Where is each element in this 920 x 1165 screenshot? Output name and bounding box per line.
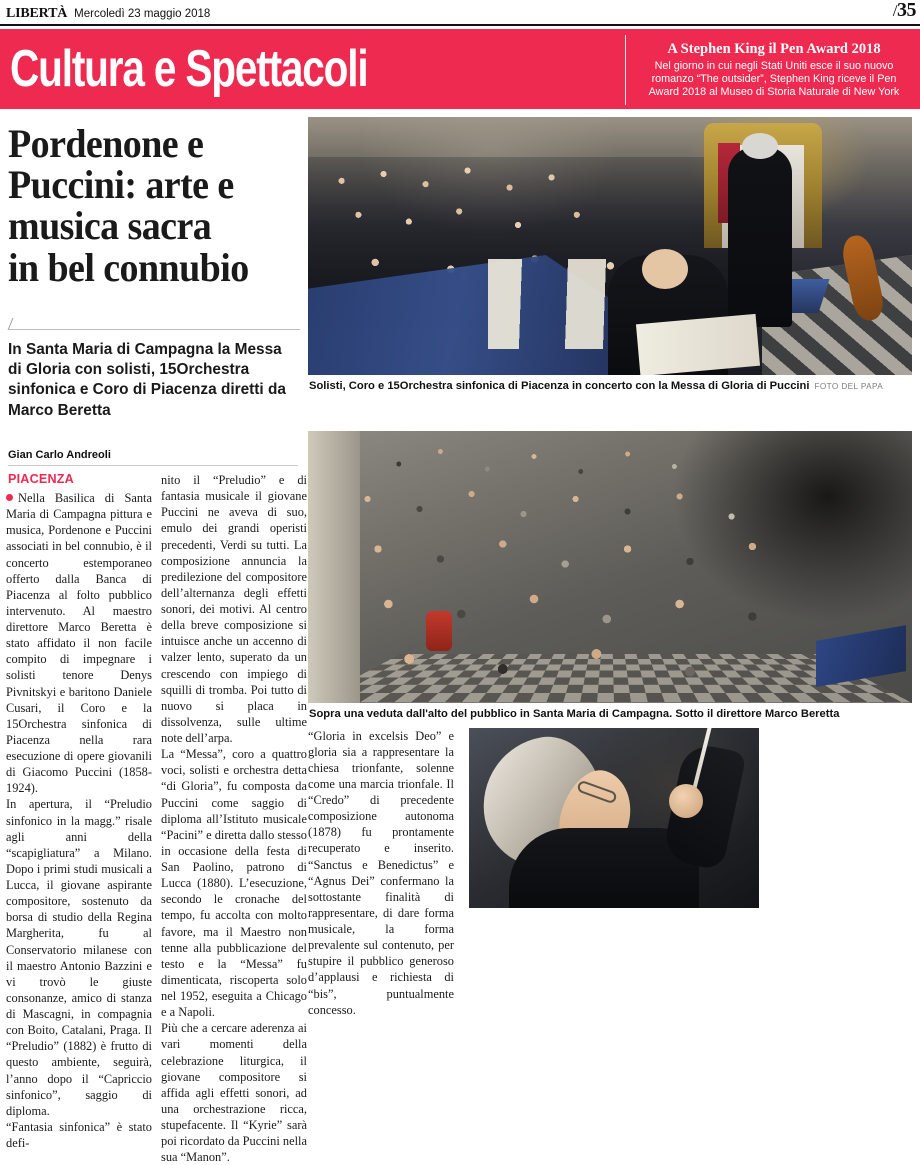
page-sheet — [0, 117, 920, 1165]
horizontal-rule — [8, 329, 300, 330]
article-subhead: In Santa Maria di Campagna la Messa di Gloria con solisti, 15Orchestra sinfonica e Coro di Piacenza diretti da Marco Beretta — [8, 340, 286, 419]
headline-line-4: in bel connubio — [8, 244, 249, 290]
page-number — [893, 0, 916, 22]
body-column-3 — [308, 728, 454, 1018]
conductor-hand — [669, 784, 703, 818]
photo-audience — [308, 431, 912, 703]
banner-sidebox — [625, 35, 912, 105]
paragraph: Più che a cercare aderenza ai vari momenti della celebrazione liturgica, il giovane compositore si affida agli effetti sonori, ad una orchestrazione ricca, stupefacente. Il “Kyrie” sarà poi ricordato da Puccini nella sua “Manon”. — [161, 1021, 307, 1165]
photo-credit: FOTO DEL PAPA — [814, 382, 884, 391]
audience-crowd — [326, 439, 846, 689]
headline-column — [6, 117, 308, 421]
page-number-slash: / — [892, 1, 897, 20]
paragraph: “Fantasia sinfonica” è stato defi- — [6, 1119, 152, 1151]
photo-column — [308, 117, 912, 421]
red-coat-person — [426, 611, 452, 651]
paragraph: In apertura, il “Preludio sinfonico in la magg.” risale agli anni della “scapigliatura” a Milano. Dopo i primi studi musicali a Lucca, il giovane aspirante compositore, sostenuto da borsa di studio della Regina Margherita, fu al Conservatorio milanese con il maestro Antonio Bazzini e vi trovò le giuste consonanze, amico di stanza di Mascagni, in compagnia con Boito, Catalani, Praga. Il “Preludio” (1882) è frutto di questo ambiente, seguirà, l’anno dopo il “Capriccio sinfonico”, saggio di diploma. — [6, 797, 152, 1118]
article-text-column — [6, 427, 308, 1165]
dateline: PIACENZA — [8, 472, 74, 487]
body-column-2 — [161, 472, 307, 1165]
photo-orchestra-caption — [308, 375, 912, 393]
page-number-value: 35 — [897, 0, 916, 21]
headline-line-3: musica sacra — [8, 203, 212, 249]
caption-text: Solisti, Coro e 15Orchestra sinfonica di Piacenza in concerto con la Messa di Gloria di Puccini — [309, 380, 810, 392]
second-block — [6, 431, 914, 1165]
bottom-row — [308, 728, 912, 1018]
headline-line-2: Puccini: arte e — [8, 162, 234, 208]
section-title: Cultura e Spettacoli — [10, 40, 368, 98]
main-content — [6, 117, 914, 421]
paragraph — [6, 490, 152, 796]
paragraph: “Gloria in excelsis Deo” e gloria sia a rappresentare la chiesa trionfante, solenne come una marcia trionfale. Il “Credo” di precedente composizione autonoma (1878) fu prontamente recuperato e inserito. “Sanctus e Benedictus” e “Agnus Dei” confermano la sottostante finalità di rappresentare, di dare forma musicale, la forma prevalente sul contenuto, per stupire il pubblico generoso d’applausi e richiesta di “bis”, puntualmente concesso. — [308, 728, 454, 1017]
paragraph: La “Messa”, coro a quattro voci, solisti e orchestra detta “di Gloria”, fu composta da Puccini come saggio di diploma all’Istituto musicale “Pacini” e diretta dallo stesso in occasione della festa di San Paolino, patrono di Lucca (1880). L’esecuzione, secondo le cronache del tempo, fu accolta con molto favore, ma il Maestro non tenne alla pubblicazione del testo e la “Messa” fu dimenticata, riscoperta solo nel 1952, eseguita a Chicago e a Napoli. — [161, 747, 307, 1020]
newspaper-logo: LIBERTÀ — [6, 6, 68, 21]
bullet-icon — [6, 494, 13, 501]
masthead-left — [6, 6, 210, 22]
byline-rule — [8, 465, 298, 466]
article-headline — [8, 123, 285, 288]
open-score — [636, 314, 760, 375]
paragraph-text: Nella Basilica di Santa Maria di Campagna pittura e musica, Pordenone e Puccini associati in bel connubio, è il concerto estemporaneo offerto dalla Banca di Piacenza al folto pubblico intervenuto. Al maestro direttore Marco Beretta è stato affidato il non facile compito di impegnare i solisti tenore Denys Pivnitskyi e baritono Daniele Cusari, il Coro e la 15Orchestra sinfonica di Piacenza nella rara esecuzione di opere giovanili di Giacomo Puccini (1858-1924). — [6, 491, 152, 796]
sidebox-text: Nel giorno in cui negli Stati Uniti esce il suo nuovo romanzo “The outsider”, Stephen King riceve il Pen Award 2018 al Museo di Storia Naturale di New York — [648, 59, 900, 98]
sidebox-title: A Stephen King il Pen Award 2018 — [667, 40, 881, 57]
body-column-1 — [6, 472, 152, 1165]
church-pillar — [308, 431, 360, 703]
section-banner — [0, 29, 920, 109]
photo-audience-caption: Sopra una veduta dall'alto del pubblico in Santa Maria di Campagna. Sotto il direttore Marco Beretta — [309, 708, 840, 721]
lower-photo-column — [308, 431, 912, 1018]
paragraph: nito il “Preludio” e di fantasia musicale il giovane Puccini ne aveva di suo, emulo dei grandi operisti precedenti, Verdi su tutti. La composizione annuncia la predilezione del compositore dell’alternanza degli effetti sonori, dei motivi. Al centro della breve composizione si intuisce anche un accenno di valzer lento, superato da un crescendo con impiego di squilli di tromba. Poi tutto di nuovo si placa in dissolvenza, sulle ultime note dell’arpa. — [161, 473, 307, 746]
photo-conductor — [469, 728, 759, 908]
photo-orchestra — [308, 117, 912, 375]
article-byline: Gian Carlo Andreoli — [8, 449, 111, 462]
headline-line-1: Pordenone e — [8, 121, 204, 166]
photo-conductor-wrap — [469, 728, 765, 1018]
issue-date: Mercoledì 23 maggio 2018 — [74, 8, 211, 20]
decorative-corner-rule — [8, 318, 300, 332]
masthead — [0, 0, 920, 26]
body-columns — [6, 472, 307, 1165]
